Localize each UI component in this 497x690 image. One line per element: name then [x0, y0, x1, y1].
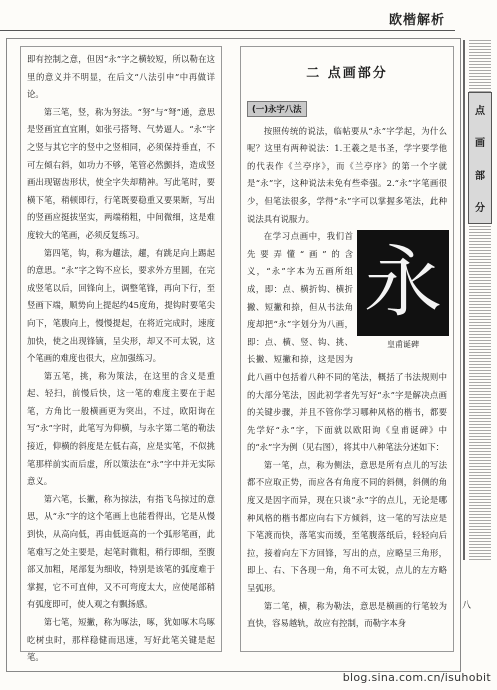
book-title: 欧楷解析 — [388, 13, 445, 28]
watermark: blog.sina.com.cn/isuhobit — [342, 671, 491, 684]
subsection-title: (一)永字八法 — [247, 101, 307, 117]
left-column — [20, 46, 222, 663]
right-paragraph: 在学习点画中，我们首先要弄懂“画”的含义，“永”字本为五画所组成，即：点、横折钩、横折撇、短撇和捺，但从书法角度却把“永”字划分为八画，即：点、横、竖、钩、挑、长撇、短撇和捺，这是因为此八画中包括着八种不同的笔法，概括了书法规则中的大部分笔法，因此初学者先写好“永”字是解决点画的关键步骤，并且不管你学习哪种风格的楷书，都要先学好“永”字，下面就以欧阳询《皇甫诞碑》中的“永”字为例（见右图），将其中八种笔法分述如下： — [247, 231, 447, 453]
right-paragraph: 按照传统的说法，临帖要从“永”字学起，为什么呢？这里有两种说法：1.王羲之是书圣，学字要学他的代表作《兰亭序》，而《兰亭序》的第一个字就是“永”字，这种说法未免有些牵强。2.“永”字笔画很少，但笔法很多，学得“永”字可以掌握多笔法，此种说法具有说服力。 — [247, 125, 447, 224]
left-paragraph: 第三笔，竖，称为努法。“努”与“弩”通，意思是竖画宜直宜刚，如张弓搭弩、气势逼人。“永”字之竖与其它字的竖中之竖相同，必须保持垂直，不可左倾右斜，如功力不够，笔管必然颤抖，造成竖画出现锯齿形状，使全字失却精神。写此笔时，要横下笔，稍顿即行，行笔既要稳重又要果断，写出的竖画应挺拔坚实，两端稍粗，中间微细，这是难度较大的笔画，必须反复练习。 — [27, 106, 215, 240]
right-paragraph: 第二笔，横，称为勒法，意思是横画的行笔较为直快，容易越轨，故应有控制，而勒字本身 — [247, 600, 447, 629]
left-paragraph: 第五笔，挑，称为策法，在这里的含义是重起、轻扫，前慢后快，这一笔的难度主要在于起笔，方角比一般横画更为突出，不过，欧阳询在写“永”字时，此笔写为仰横，与永字第二笔的勒法接近，仰横的斜度是左低右高，应是实笔，不似挑笔那样前实而后虚，所以策法在“永”字中并无实际意义。 — [27, 370, 215, 487]
left-paragraph: 第六笔，长撇，称为掠法，有指飞鸟掠过的意思，从“永”字的这个笔画上也能看得出，它是从慢到快，从高向低，再由低返高的一个弧形笔画，此笔难写之处主要是，起笔时微粗，稍行即细，至腹部又加粗，尾部复为细收，特别是该笔的弧度难于掌握，它不可直伸，又不可弯度太大，应使尾部稍有弧度即可，使人观之有飘扬感。 — [27, 493, 215, 610]
header-rule — [0, 30, 455, 31]
strip-rule — [463, 40, 465, 560]
figure-caption: 皇甫诞碑 — [387, 340, 419, 350]
chapter-tab-char: 分 — [475, 203, 485, 215]
calligraphy-figure — [357, 230, 449, 352]
page-number: 八 — [462, 601, 472, 611]
right-paragraph: 第一笔，点，称为侧法，意思是所有点儿的写法都不应取正势，而应各有角度不同的斜侧，斜侧的角度又是因字而异，现在只谈“永”字的点儿，无论是哪种风格的楷书都应向右下方倾斜，这一笔的写法应是下笔渡而快，落笔实而缓，至笔腹落纸后，轻轻向后拉，接着向左下方回锋，写出的点，应略呈三角形，即上、右、下各现一角，角不可太锐，点儿的左方略呈弧形。 — [247, 459, 447, 594]
section-title: 二 点画部分 — [306, 66, 388, 81]
chapter-tab-char: 画 — [475, 138, 485, 150]
left-paragraph: 第七笔，短撇，称为啄法，啄，犹如啄木鸟啄吃树虫时，那样稳健而迅速，写好此笔关键是起笔。 — [27, 617, 215, 663]
calligraphy-image — [357, 230, 449, 336]
chapter-tab-char: 部 — [475, 170, 485, 182]
side-strip — [459, 40, 497, 560]
right-column — [240, 46, 454, 652]
chapter-tab-char: 点 — [475, 105, 485, 117]
left-paragraph: 即有控制之意，但因“永”字之横较短，所以勒在这里的意义并不明显，在后文“八法引申”中再做详论。 — [27, 54, 215, 100]
left-paragraph: 第四笔，钩，称为趯法，趯，有跳足向上踢起的意思。“永”字之钩不应长，要求外方里圆，在完成竖笔以后，回锋向上，调整笔锋，再向下行，至竖画下端，顺势向上提起约45度角，提钩时要笔尖向下，笔腹向上，慢慢提起，在将近完成时，速度加快，使之出现锋镝，呈尖形，却又不可太锐，这个笔画的难度也很大，应加强练习。 — [27, 247, 215, 364]
page-header — [0, 0, 497, 34]
yong-character-glyph: 永 — [363, 238, 442, 329]
chapter-tab — [468, 92, 492, 224]
